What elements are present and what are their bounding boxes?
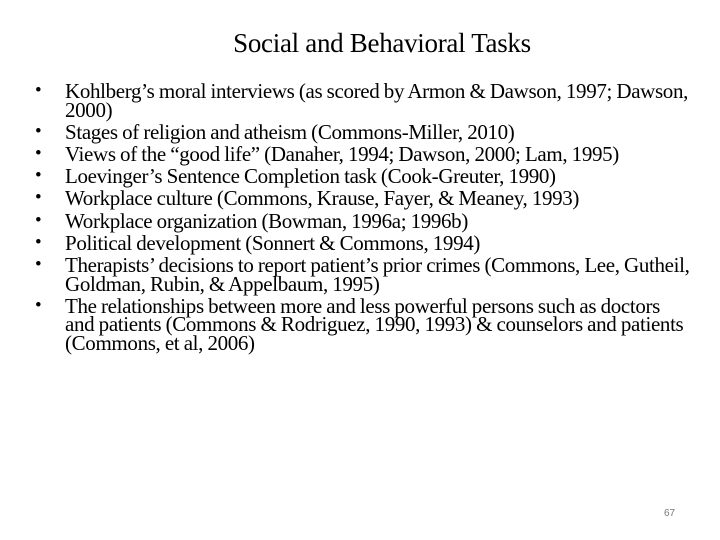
bullet-icon: • [35,294,42,316]
bullet-icon: • [35,80,42,101]
bullet-text: Loevinger’s Sentence Completion task (Cook-Greuter, 1990) [65,164,556,189]
bullet-text: Workplace organization (Bowman, 1996a; 1996b) [65,208,468,233]
bullet-icon: • [35,253,42,275]
bullet-text: The relationships between more and less powerful persons such as doctors and patients (Commons & Rodriguez, 1990, 1993) & counselors and patients (Commons, et al, 2006) [65,293,684,355]
bullet-icon: • [35,209,42,231]
bullet-icon: • [35,165,42,187]
bullet-list [30,79,690,356]
slide-title: Social and Behavioral Tasks [233,28,531,58]
bullet-text: Workplace culture (Commons, Krause, Fayer, & Meaney, 1993) [65,186,580,211]
bullet-icon: • [35,231,42,253]
page-number: 67 [664,508,676,519]
bullet-item [30,164,690,189]
bullet-text: Therapists’ decisions to report patient’s prior crimes (Commons, Lee, Gutheil, Goldman, Rubin, & Appelbaum, 1995) [65,252,690,296]
bullet-text: Stages of religion and atheism (Commons-Miller, 2010) [65,119,515,144]
bullet-item [30,252,690,296]
bullet-item [30,119,690,144]
bullet-item [30,293,690,355]
bullet-item [30,230,690,255]
bullet-text: Political development (Sonnert & Commons, 1994) [65,230,481,255]
bullet-icon: • [35,120,42,142]
bullet-text: Views of the “good life” (Danaher, 1994; Dawson, 2000; Lam, 1995) [65,141,619,166]
bullet-item [30,79,690,122]
bullet-icon: • [35,142,42,164]
bullet-item [30,186,690,211]
bullet-item [30,141,690,166]
bullet-item [30,208,690,233]
bullet-icon: • [35,187,42,209]
bullet-text: Kohlberg’s moral interviews (as scored by Armon & Dawson, 1997; Dawson, 2000) [65,79,688,122]
